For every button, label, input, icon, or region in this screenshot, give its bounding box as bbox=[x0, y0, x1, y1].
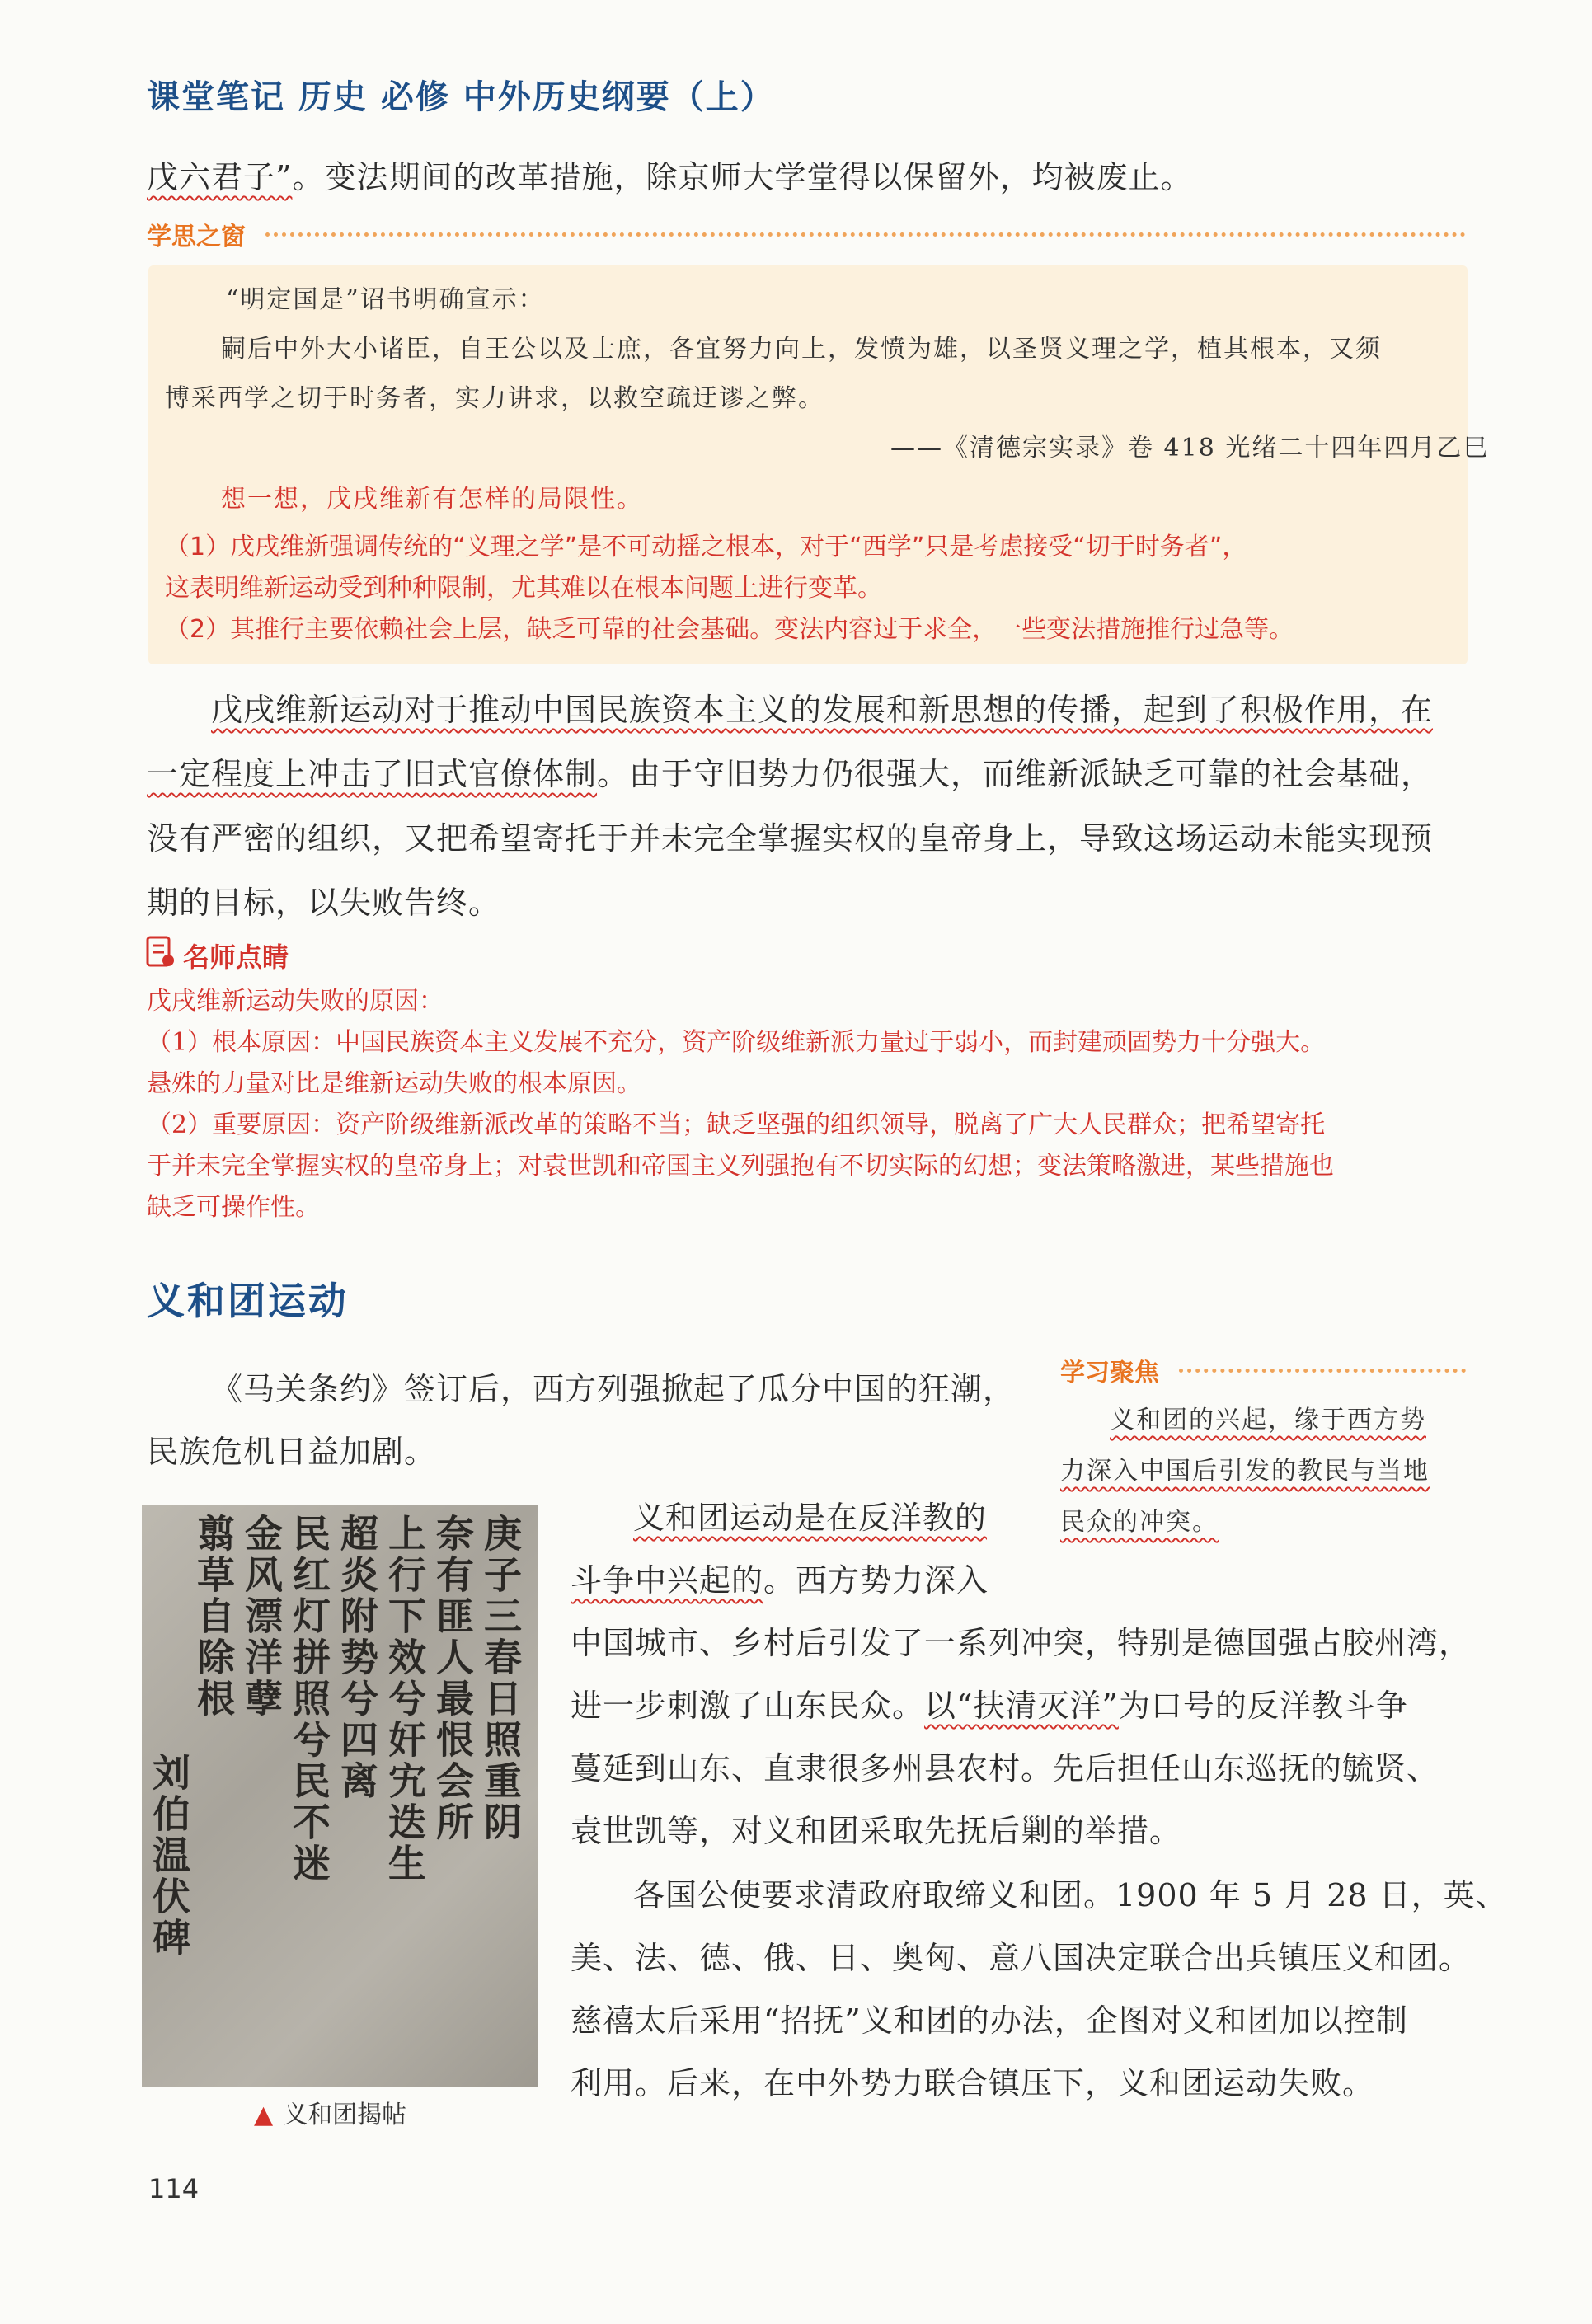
notebook-icon bbox=[145, 935, 175, 968]
photo-caption bbox=[254, 2094, 406, 2130]
para4-line4-c: 为口号的反洋教斗争 bbox=[1118, 1688, 1408, 1724]
answer-1b: 这表明维新运动受到种种限制，尤其难以在根本问题上进行变革。 bbox=[165, 574, 882, 603]
poster-column: 上行下效兮奸宄迭生 bbox=[383, 1514, 427, 1885]
section-heading-boxer: 义和团运动 bbox=[147, 1279, 349, 1323]
para4-line4-underlined: 以“扶清灭洋” bbox=[924, 1688, 1119, 1724]
focus-line-3-text: 民众的冲突。 bbox=[1060, 1508, 1219, 1537]
para5-line2: 美、法、德、俄、日、奥匈、意八国决定联合出兵镇压义和团。 bbox=[571, 1940, 1472, 1976]
para4-line2-rest: 。西方势力深入 bbox=[763, 1562, 989, 1599]
para5-line1: 各国公使要求清政府取缔义和团。1900 年 5 月 28 日，英、 bbox=[633, 1877, 1508, 1913]
para2-line1 bbox=[211, 678, 1433, 742]
tip-line-5: 于并未完全掌握实权的皇帝身上；对袁世凯和帝国主义列强抱有不切实际的幻想；变法策略激进，某些措施也 bbox=[147, 1152, 1334, 1181]
para2-line3: 没有严密的组织，又把希望寄托于并未完全掌握实权的皇帝身上，导致这场运动未能实现预 bbox=[147, 820, 1434, 857]
para5-line3: 慈禧太后采用“招抚”义和团的办法，企图对义和团加以控制 bbox=[571, 2002, 1408, 2039]
para4-line2 bbox=[571, 1548, 989, 1613]
quote-source: ——《清德宗实录》卷 418 光绪二十四年四月乙巳 bbox=[890, 434, 1490, 462]
focus-line-1-text: 义和团的兴起，缘于西方势 bbox=[1110, 1406, 1426, 1434]
boxer-poster-photo bbox=[142, 1505, 538, 2087]
answer-1a: （1）戊戌维新强调传统的“义理之学”是不可动摇之根本，对于“西学”只是考虑接受“切于时务者”， bbox=[165, 533, 1247, 561]
focus-line-1 bbox=[1110, 1395, 1426, 1446]
para2-line1-text: 戊戌维新运动对于推动中国民族资本主义的发展和新思想的传播，起到了积极作用，在 bbox=[211, 692, 1434, 728]
para4-line2-underlined: 斗争中兴起的 bbox=[571, 1562, 764, 1599]
focus-line-3 bbox=[1060, 1497, 1219, 1548]
tip-line-3: 悬殊的力量对比是维新运动失败的根本原因。 bbox=[147, 1069, 641, 1098]
poster-column: 翦草自除根 bbox=[191, 1514, 236, 1720]
tip-line-4: （2）重要原因：资产阶级维新派改革的策略不当；缺乏坚强的组织领导，脱离了广大人民群众；把希望寄托 bbox=[147, 1110, 1326, 1139]
think-question: 想一想，戊戌维新有怎样的局限性。 bbox=[221, 485, 643, 514]
para4-line3: 中国城市、乡村后引发了一系列冲突，特别是德国强占胶州湾， bbox=[571, 1625, 1472, 1661]
para4-line4 bbox=[571, 1674, 1408, 1738]
quote-intro: “明定国是”诏书明确宣示： bbox=[226, 285, 545, 314]
para4-line5: 蔓延到山东、直隶很多州县农村。先后担任山东巡抚的毓贤、 bbox=[571, 1750, 1439, 1786]
poster-column: 奈有匪人最恨会所 bbox=[430, 1514, 475, 1843]
focus-line-2-text: 力深入中国后引发的教民与当地 bbox=[1060, 1457, 1430, 1486]
para4-line6: 袁世凯等，对义和团采取先抚后剿的举措。 bbox=[571, 1813, 1182, 1849]
quote-line-2: 博采西学之切于时务者，实力讲求，以救空疏迂谬之弊。 bbox=[165, 384, 824, 413]
tip-line-6: 缺乏可操作性。 bbox=[147, 1193, 320, 1222]
top-paragraph bbox=[147, 145, 1192, 209]
tip-line-1: 戊戌维新运动失败的原因： bbox=[147, 987, 444, 1016]
top-rest-text: 。变法期间的改革措施，除京师大学堂得以保留外，均被废止。 bbox=[292, 159, 1193, 195]
para2-line2 bbox=[147, 742, 1433, 806]
poster-column: 超炎附势兮四离 bbox=[335, 1514, 379, 1802]
tip-line-2: （1）根本原因：中国民族资本主义发展不充分，资产阶级维新派力量过于弱小，而封建顽固势力十分强大。 bbox=[147, 1028, 1326, 1057]
para2-line4: 期的目标，以失败告终。 bbox=[147, 885, 501, 921]
poster-column: 民红灯拼照兮民不迷 bbox=[287, 1514, 331, 1885]
para3-line1: 《马关条约》签订后，西方列强掀起了瓜分中国的狂潮， bbox=[211, 1371, 1016, 1407]
xuesi-dotted-rule bbox=[265, 232, 1466, 237]
focus-line-2 bbox=[1060, 1446, 1430, 1497]
xuesi-label: 学思之窗 bbox=[147, 223, 246, 251]
para2-line2-underlined: 一定程度上冲击了旧式官僚体制 bbox=[147, 756, 598, 792]
para4-line4-a: 进一步刺激了山东民众。 bbox=[571, 1688, 925, 1724]
quote-line-1: 嗣后中外大小诸臣，自王公以及士庶，各宜努力向上，发愤为雄，以圣贤义理之学，植其根本，又须 bbox=[221, 335, 1382, 364]
running-header: 课堂笔记 历史 必修 中外历史纲要（上） bbox=[147, 78, 775, 116]
poster-column: 金风漂洋孽 bbox=[239, 1514, 284, 1720]
focus-dotted-rule bbox=[1179, 1369, 1466, 1373]
para2-line2-rest: 。由于守旧势力仍很强大，而维新派缺乏可靠的社会基础， bbox=[597, 756, 1434, 792]
top-underlined-text: 戊六君子” bbox=[147, 159, 293, 195]
para3-line2: 民族危机日益加剧。 bbox=[147, 1434, 437, 1470]
para5-line4: 利用。后来，在中外势力联合镇压下，义和团运动失败。 bbox=[571, 2065, 1375, 2101]
para4-line1-text: 义和团运动是在反洋教的 bbox=[633, 1500, 988, 1536]
para4-line1 bbox=[633, 1486, 987, 1550]
triangle-icon: ▲ bbox=[254, 2101, 274, 2129]
page-number: 114 bbox=[148, 2173, 200, 2204]
poster-column: 刘伯温伏碑 bbox=[147, 1753, 191, 1959]
photo-caption-text: 义和团揭帖 bbox=[283, 2101, 407, 2129]
answer-2: （2）其推行主要依赖社会上层，缺乏可靠的社会基础。变法内容过于求全，一些变法措施推行过急等。 bbox=[165, 615, 1294, 644]
poster-column: 庚子三春日照重阴 bbox=[478, 1514, 523, 1843]
tip-title: 名师点睛 bbox=[183, 941, 289, 973]
focus-label: 学习聚焦 bbox=[1060, 1359, 1159, 1387]
